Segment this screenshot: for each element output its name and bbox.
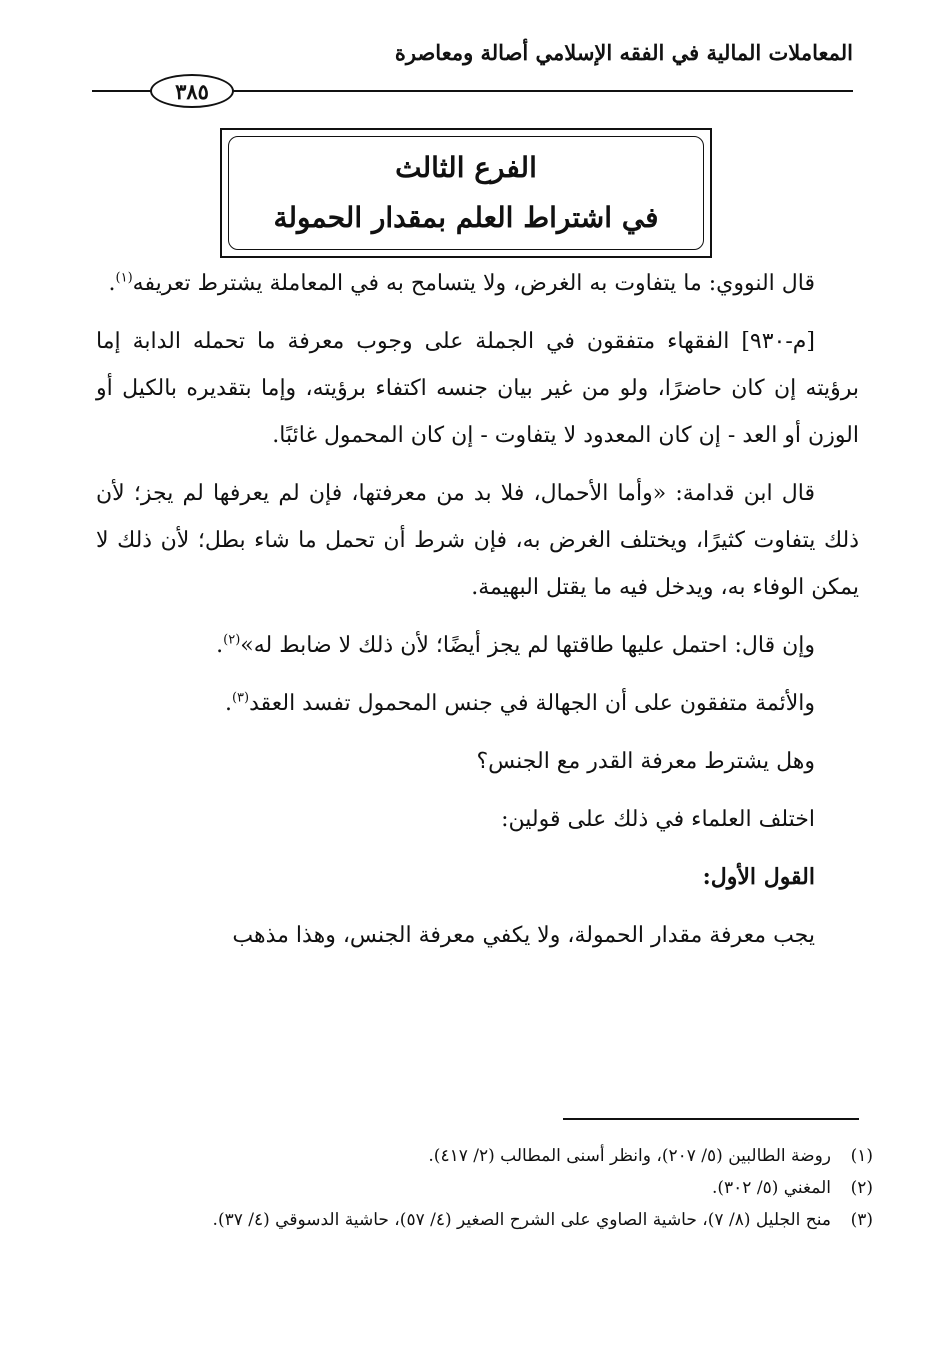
section-heading-line2: في اشتراط العلم بمقدار الحمولة <box>273 201 659 234</box>
paragraph-m930: [م-٩٣٠] الفقهاء متفقون في الجملة على وجوب معرفة ما تحمله الدابة إما برؤيته إن كان حاضرًا، ولو من غير بيان جنسه اكتفاء برؤيته، وإما بتقديره بالكيل أو الوزن أو العد - إن كان المعدود لا يتفاوت - إن كان المحمول غائبًا. <box>96 329 859 448</box>
running-title: المعاملات المالية في الفقه الإسلامي أصالة ومعاصرة <box>394 40 853 65</box>
paragraph-ibn-qudama-quote: قال ابن قدامة: «وأما الأحمال، فلا بد من معرفتها، فإن لم يعرفها لم يجز؛ لأن ذلك يتفاوت كثيرًا، ويختلف الغرض به، فإن شرط أن تحمل ما شاء بطل؛ لأن ذلك لا يمكن الوفاء به، ويدخل فيه ما يقتل البهيمة. <box>96 481 859 600</box>
footnotes <box>93 1140 873 1236</box>
footnote-number: (٣) <box>850 1210 873 1230</box>
paragraph-end: . <box>108 271 116 296</box>
footnote-item <box>93 1172 873 1204</box>
paragraph-text: وإن قال: احتمل عليها طاقتها لم يجز أيضًا؛ لأن ذلك لا ضابط له» <box>240 633 815 658</box>
first-opinion-heading: القول الأول: <box>702 864 815 890</box>
paragraph-two-opinions: اختلف العلماء في ذلك على قولين: <box>501 807 815 832</box>
footnote-item <box>93 1204 873 1236</box>
page-number: ٣٨٥ <box>150 74 234 108</box>
footnote-separator <box>563 1118 859 1120</box>
section-title-box <box>220 128 712 258</box>
paragraph-end: . <box>216 633 224 658</box>
paragraph-first-opinion: يجب معرفة مقدار الحمولة، ولا يكفي معرفة الجنس، وهذا مذهب <box>232 923 815 948</box>
paragraph-imams-agree <box>96 680 859 727</box>
footnote-ref-1: (١) <box>115 270 133 286</box>
paragraph-nawawi-quote <box>96 260 859 307</box>
footnote-ref-3: (٣) <box>231 690 250 706</box>
body-text <box>96 260 859 959</box>
paragraph-text: والأئمة متفقون على أن الجهالة في جنس المحمول تفسد العقد <box>249 691 815 716</box>
paragraph-question: وهل يشترط معرفة القدر مع الجنس؟ <box>476 749 815 774</box>
paragraph-text: قال النووي: ما يتفاوت به الغرض، ولا يتسامح به في المعاملة يشترط تعريفه <box>132 271 815 296</box>
footnote-item <box>93 1140 873 1172</box>
footnote-number: (٢) <box>850 1178 873 1198</box>
footnote-text: منح الجليل (٨/ ٧)، حاشية الصاوي على الشرح الصغير (٤/ ٥٧)، حاشية الدسوقي (٤/ ٣٧). <box>212 1210 831 1230</box>
section-title-inner-frame <box>228 136 704 250</box>
footnote-text: المغني (٥/ ٣٠٢). <box>711 1178 831 1198</box>
footnote-number: (١) <box>850 1146 873 1166</box>
footnote-ref-2: (٢) <box>223 632 241 648</box>
paragraph-quote-continued <box>96 622 859 669</box>
section-heading-line1: الفرع الثالث <box>395 151 537 184</box>
paragraph-end: . <box>224 691 232 716</box>
footnote-text: روضة الطالبين (٥/ ٢٠٧)، وانظر أسنى المطالب (٢/ ٤١٧). <box>428 1146 831 1166</box>
